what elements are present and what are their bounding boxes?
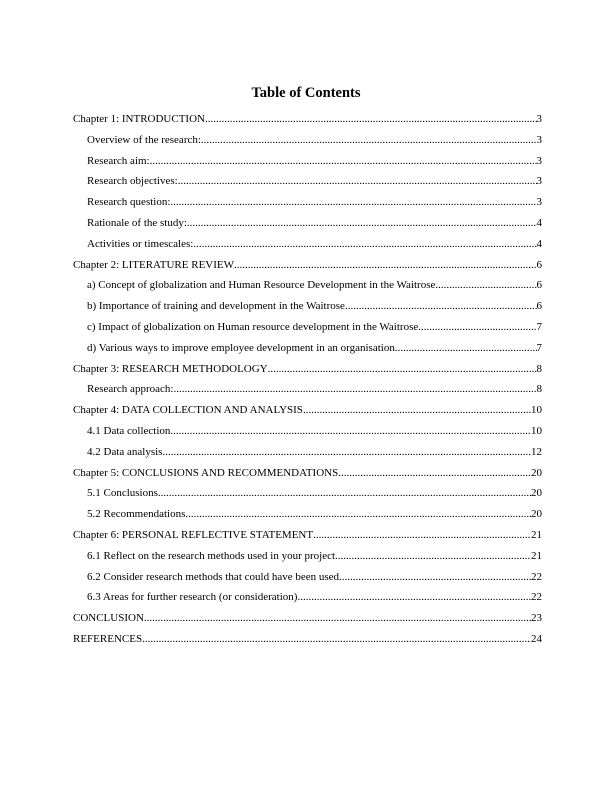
toc-entry[interactable]	[73, 424, 542, 445]
toc-entry-label: Overview of the research:	[87, 133, 201, 146]
toc-entry-page-number: 8	[536, 362, 542, 375]
toc-entry[interactable]	[73, 382, 542, 403]
toc-entry-label: Chapter 3: RESEARCH METHODOLOGY	[73, 362, 268, 375]
toc-dot-leader	[185, 507, 531, 521]
toc-entry[interactable]	[73, 362, 542, 383]
toc-entry-label: a) Concept of globalization and Human Resource Development in the Waitrose	[87, 279, 436, 292]
toc-dot-leader	[144, 611, 531, 625]
toc-entry-label: Chapter 4: DATA COLLECTION AND ANALYSIS	[73, 404, 303, 417]
toc-entry[interactable]	[73, 528, 542, 549]
toc-dot-leader	[338, 466, 531, 480]
toc-entry-label: 4.2 Data analysis	[87, 445, 163, 458]
toc-dot-leader	[435, 278, 536, 292]
toc-entry-label: 4.1 Data collection	[87, 424, 171, 437]
toc-entry-page-number: 7	[536, 320, 542, 333]
toc-entry-page-number: 10	[531, 404, 542, 417]
toc-entry-page-number: 23	[531, 612, 542, 625]
toc-entry-page-number: 20	[531, 508, 542, 521]
toc-entry-page-number: 3	[536, 196, 542, 209]
toc-entry-page-number: 22	[531, 570, 542, 583]
toc-dot-leader	[268, 362, 537, 376]
toc-entry-page-number: 4	[536, 216, 542, 229]
toc-dot-leader	[201, 133, 537, 147]
toc-entry-page-number: 3	[536, 113, 542, 125]
toc-entry-label: Chapter 2: LITERATURE REVIEW	[73, 258, 234, 271]
toc-entry[interactable]	[73, 174, 542, 195]
toc-entry[interactable]	[73, 403, 542, 424]
toc-entry-page-number: 24	[531, 632, 542, 645]
toc-entry[interactable]	[73, 258, 542, 279]
toc-entry-label: 6.2 Consider research methods that could have been used	[87, 570, 340, 583]
toc-entry-label: 5.1 Conclusions	[87, 487, 158, 500]
toc-entry[interactable]	[73, 486, 542, 507]
toc-entry-label: REFERENCES	[73, 632, 143, 645]
toc-dot-leader	[193, 237, 536, 251]
table-of-contents	[73, 112, 542, 653]
toc-entry-page-number: 3	[536, 154, 542, 167]
toc-entry-page-number: 6	[536, 300, 542, 313]
toc-entry-page-number: 21	[531, 528, 542, 541]
toc-entry-page-number: 12	[531, 445, 542, 458]
toc-entry-label: Rationale of the study:	[87, 216, 187, 229]
toc-dot-leader	[234, 258, 537, 272]
toc-entry-page-number: 3	[536, 175, 542, 188]
toc-entry-label: 5.2 Recommendations	[87, 508, 186, 521]
toc-dot-leader	[335, 549, 531, 563]
toc-entry[interactable]	[73, 570, 542, 591]
toc-dot-leader	[142, 632, 531, 646]
toc-dot-leader	[313, 528, 531, 542]
toc-entry-page-number: 21	[531, 549, 542, 562]
toc-entry-label: 6.1 Reflect on the research methods used in your project	[87, 549, 336, 562]
toc-entry-page-number: 20	[531, 487, 542, 500]
toc-entry-label: Chapter 6: PERSONAL REFLECTIVE STATEMENT	[73, 528, 314, 541]
toc-entry[interactable]	[73, 632, 542, 653]
toc-dot-leader	[187, 216, 537, 230]
toc-entry-label: c) Impact of globalization on Human resource development in the Waitrose	[87, 320, 419, 333]
toc-dot-leader	[418, 320, 536, 334]
toc-entry-page-number: 22	[531, 591, 542, 604]
toc-entry-page-number: 4	[536, 237, 542, 250]
toc-entry[interactable]	[73, 299, 542, 320]
toc-entry[interactable]	[73, 320, 542, 341]
toc-dot-leader	[150, 154, 537, 168]
toc-dot-leader	[395, 341, 537, 355]
toc-entry[interactable]	[73, 278, 542, 299]
toc-entry-page-number: 6	[536, 258, 542, 271]
toc-entry-page-number: 8	[536, 383, 542, 396]
toc-entry[interactable]	[73, 507, 542, 528]
toc-entry-label: d) Various ways to improve employee development in an organisation	[87, 341, 395, 354]
toc-entry-label: Chapter 5: CONCLUSIONS AND RECOMMENDATIONS	[73, 466, 339, 479]
toc-dot-leader	[205, 112, 537, 126]
toc-entry[interactable]	[73, 445, 542, 466]
toc-entry-label: Research approach:	[87, 383, 174, 396]
toc-entry-label: Research question:	[87, 196, 171, 209]
toc-dot-leader	[345, 299, 537, 313]
toc-dot-leader	[297, 590, 531, 604]
toc-entry[interactable]	[73, 341, 542, 362]
toc-dot-leader	[339, 570, 531, 584]
toc-entry-label: b) Importance of training and development in the Waitrose	[87, 300, 345, 313]
toc-entry-label: Activities or timescales:	[87, 237, 194, 250]
toc-entry-label: 6.3 Areas for further research (or consideration)	[87, 591, 298, 604]
toc-entry-label: Research aim:	[87, 154, 150, 167]
toc-dot-leader	[158, 486, 531, 500]
toc-entry[interactable]	[73, 237, 542, 258]
toc-dot-leader	[178, 174, 537, 188]
toc-entry[interactable]	[73, 154, 542, 175]
toc-dot-leader	[162, 445, 531, 459]
toc-entry[interactable]	[73, 466, 542, 487]
toc-entry-page-number: 20	[531, 466, 542, 479]
toc-entry[interactable]	[73, 549, 542, 570]
toc-entry-page-number: 7	[536, 341, 542, 354]
toc-dot-leader	[170, 424, 531, 438]
toc-entry[interactable]	[73, 195, 542, 216]
toc-entry[interactable]	[73, 112, 542, 133]
toc-dot-leader	[170, 195, 536, 209]
toc-entry[interactable]	[73, 611, 542, 632]
toc-entry-page-number: 6	[536, 279, 542, 292]
toc-dot-leader	[173, 382, 536, 396]
toc-entry[interactable]	[73, 133, 542, 154]
toc-entry-label: CONCLUSION	[73, 612, 144, 625]
toc-entry[interactable]	[73, 216, 542, 237]
page-title: Table of Contents	[251, 85, 361, 101]
toc-entry-label: Research objectives:	[87, 175, 178, 188]
toc-entry[interactable]	[73, 590, 542, 611]
toc-entry-label: Chapter 1: INTRODUCTION	[73, 113, 205, 125]
toc-dot-leader	[303, 403, 531, 417]
toc-entry-page-number: 10	[531, 424, 542, 437]
toc-entry-page-number: 3	[536, 133, 542, 146]
